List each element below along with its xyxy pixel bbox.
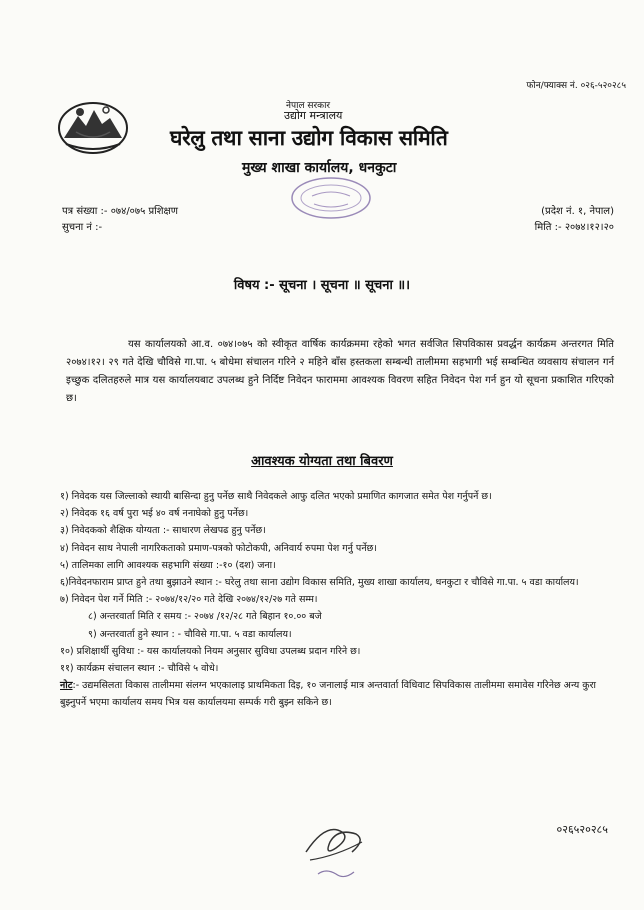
fax-number: फोन/फ्याक्स नं. ०२६-५२०२८५ <box>526 81 626 91</box>
reference-number: पत्र संख्या :- ०७४/०७५ प्रशिक्षण <box>62 206 178 217</box>
signature-icon <box>296 812 376 892</box>
list-item: १) निवेदक यस जिल्लाको स्थायी बासिन्दा हुनु पर्नेछ साथै निवेदकले आफु दलित भएको प्रमाणित कागजात समेत पेश गर्नुपर्ने छ। <box>60 491 492 502</box>
issue-date: मिति :- २०७४।१२।२० <box>534 222 614 233</box>
section-heading-text: आवश्यक योग्यता तथा बिवरण <box>251 454 393 469</box>
list-item: ९) अन्तरवार्ता हुने स्थान : - चौविसे गा.पा. ५ वडा कार्यालय। <box>88 628 292 640</box>
ministry-label: उद्योग मन्त्रालय <box>284 109 343 122</box>
requirements-list <box>60 488 620 712</box>
section-heading <box>0 451 644 469</box>
office-title: मुख्य शाखा कार्यालय, धनकुटा <box>242 160 397 176</box>
intro-paragraph: यस कार्यालयको आ.व. ०७४।०७५ को स्वीकृत वार्षिक कार्यक्रममा रहेको भगत सर्वजित सिपविकास प्रवर्द्धन कार्यक्रम अन्तरगत मिति २०७४।१२। २९ गते देखि चौविसे गा.पा. ५ बोधेमा संचालन गरिने २ महिने बाँस हस्तकला सम्बन्धी तालीममा सहभागी भई सम्बन्धित व्यवसाय संचालन गर्न इच्छुक दलितहरुले मात्र यस कार्यालयबाट उपलब्ध हुने निर्दिष्ट निवेदन फाराममा आवश्यक विवरण सहित निवेदन पेश गर्न हुन यो सूचना प्रकाशित गरिएको छ। <box>66 339 614 404</box>
list-item: १०) प्रशिक्षार्थी सुविधा :- यस कार्यालयको नियम अनुसार सुविधा उपलब्ध प्रदान गरिने छ। <box>60 645 361 657</box>
province-label: (प्रदेश नं. १, नेपाल) <box>541 206 614 217</box>
note <box>60 677 620 711</box>
note-text: :- उद्यमसिलता विकास तालीममा संलग्न भएकालाइ प्राथमिकता दिइ, १० जनालाई मात्र अन्तवार्ता विधिवाट सिपविकास तालीममा समावेस गरिनेछ अन्य कुरा बुझ्नुपर्ने भएमा कार्यालय समय भित्र यस कार्यालयमा सम्पर्क गरी बुझ्न सकिने छ। <box>60 680 596 709</box>
notice-number: सुचना नं :- <box>62 222 103 233</box>
list-item: ७) निवेदन पेश गर्ने मिति :- २०७४/१२/२० गते देखि २०७४/१२/२७ गते सम्म। <box>60 594 318 606</box>
organization-title: घरेलु तथा साना उद्योग विकास समिति <box>170 126 448 150</box>
list-item: २) निवेदक १६ वर्ष पुरा भई ४० वर्ष ननाघेको हुनु पर्नेछ। <box>60 508 249 520</box>
reference-code: ०२६५२०२८५ <box>556 823 608 836</box>
subject-line: विषय :- सूचना । सूचना ॥ सूचना ॥। <box>233 278 411 293</box>
note-label: नोट <box>60 680 73 692</box>
list-item: ३) निवेदकको शैक्षिक योग्यता :- साधारण लेखपढ हुनु पर्नेछ। <box>60 525 266 537</box>
list-item: ५) तालिमका लागि आवश्यक सहभागि संख्या :-१० (दश) जना। <box>60 559 276 571</box>
office-stamp-icon <box>290 176 372 220</box>
list-item: ४) निवेदन साथ नेपाली नागरिकताको प्रमाण-पत्रको फोटोकपी, अनिवार्य रुपमा पेश गर्नु पर्नेछ। <box>60 542 377 554</box>
list-item: ११) कार्यक्रम संचालन स्थान :- चौविसे ५ वोधे। <box>60 663 219 675</box>
nepal-emblem-icon <box>56 98 130 156</box>
list-item: ८) अन्तरवार्ता मिति र समय :- २०७४ /१२/२८ गते बिहान १०.०० बजे <box>88 611 322 623</box>
government-label: नेपाल सरकार <box>286 101 331 111</box>
list-item: ६)निवेदनफाराम प्राप्त हुने तथा बुझाउने स्थान :- घरेलु तथा साना उद्योग विकास समिति, मुख्य शाखा कार्यालय, धनकुटा र चौविसे गा.पा. ५ वडा कार्यालय। <box>60 577 579 589</box>
